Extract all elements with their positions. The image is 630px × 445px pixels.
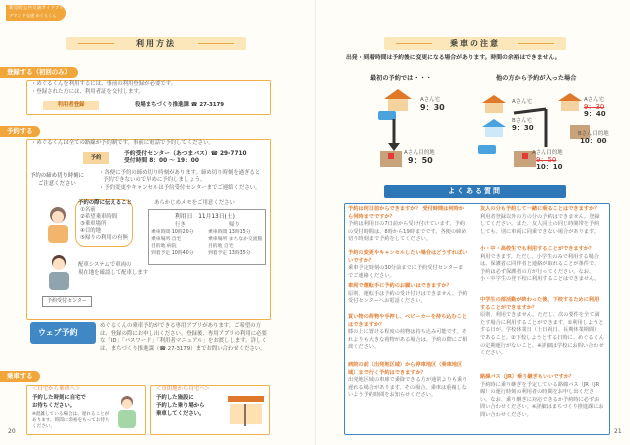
- faq-question: 予約は何日前からできますか？ 受付時間は何時から何時までですか？: [348, 206, 464, 220]
- usage-title: 利用方法: [136, 39, 176, 48]
- ex1-who: Aさん宅: [420, 97, 440, 103]
- ride-home-title: ＜自宅から乗車へ＞: [32, 386, 81, 392]
- deadline-bullet-2: ・予約変更やキャンセルは予約受付センターまでご連絡ください。: [99, 185, 261, 191]
- booking-center: 予約受付センター（あつまバス）☎ 29-7710: [124, 151, 247, 157]
- faq-question: 路線バス（JR）乗り継ぎもいいですか？: [480, 374, 575, 380]
- ex2-time: 10：00: [580, 137, 607, 145]
- ride-home-note: ※混雑している場合は、遅れることがあります。時間に余裕をもってお待ちください。: [32, 412, 110, 429]
- booking-heading: 予約する: [0, 126, 40, 137]
- register-office-value: 役場まちづくり推進課 ☎ 27-3179: [135, 102, 225, 108]
- faq-answer: 予約時に乗り継ぎを予定している路線バス（JR（JR線）の運行時刻の利用者の時間をお申し出ください。なお、乗り継ぎに対応できるか予約時に必ずお問い合わせください。※詳細はまちづくり推進課にお問い合わせください。: [480, 381, 604, 418]
- ride-stop-1: 予約した施設に: [156, 395, 194, 401]
- tell-item: ④目的地: [80, 228, 102, 234]
- faq-question: 車両で運転手に予約のお願いはできますか？: [348, 283, 452, 289]
- faq-question: 買い物の荷物や手押し、ベビーカーを持ち込むことはできますか？: [348, 314, 468, 328]
- faq-answer: 膝の上に置ける程度の荷物は持ち込み可能です。それよりも大きな荷物がある場合は、予約の際にご相談ください。: [348, 329, 468, 351]
- ex2-who: Aさん目的地: [532, 150, 563, 156]
- waiting-person-illustration: [112, 394, 142, 432]
- faq-answer: 原則、利用できません。ただし、次の要件を全て満たす場合に利用することができます。①利用しようとする日が、学校休業日（土日祝日、長期休業期間）であること。②下校しようとする日時に、めぐるくんの定期運行がないこと。※詳細は学校にお問い合わせください。: [480, 312, 604, 357]
- faq-answer: 予約は利用日の7日前から受け付けています。予約の受付時間は、8時から19時までです。各便の締め切り時刻まで予約をしてください。: [348, 221, 467, 243]
- house-a3-icon: [558, 93, 582, 111]
- memo-cell: 目的地 自宅: [208, 244, 234, 249]
- tell-item: ②希望乗車時間: [80, 214, 118, 220]
- ex2-time: 9：40: [584, 110, 606, 118]
- ex2-time: 10：10: [536, 163, 563, 171]
- caller-illustration: [42, 205, 74, 245]
- ex2-who: Bさん目的地: [578, 131, 609, 137]
- memo-cell: 乗車時間 13時15分: [208, 230, 251, 235]
- ex1-time: 9：50: [408, 156, 433, 165]
- faq-left-1: [348, 206, 468, 244]
- house-b-icon: [482, 119, 506, 137]
- caution-title: 乗車の注意: [450, 39, 500, 48]
- register-line-1: ・めぐるくんを利用するには、事前の利用登録が必要です。: [31, 81, 177, 87]
- example2-title: 他の方から予約が入った場合: [496, 75, 577, 82]
- web-booking-text: めぐるくんの乗車予約ができる専用アプリがあります。ご希望の方は、登録の際にお申し出ください。登録後、専用アプリの利用に必要な「ID」「パスワード」「利用者マニュアル」をお渡しします。詳しくは、まちづくり推進課（☎ 27-3179）までお問い合わせください。: [100, 323, 267, 352]
- booking-hours: 受付時間 8：00 ～ 19：00: [124, 158, 199, 164]
- deadline-bullet-1b: 予約できないので早めに予約しましょう。: [103, 177, 206, 183]
- house-a2-icon: [482, 95, 506, 113]
- ride-home-1: 予約した時刻に自宅で: [32, 395, 86, 401]
- faq-question: 予約の変更やキャンセルしたい場合はどうすればいいですか？: [348, 250, 468, 264]
- memo-cell: 到着予定 13時35分: [208, 251, 251, 256]
- deadline-bullet-1: ・各便に予約の締め切り時刻があります。締め切り時刻を過ぎると: [99, 170, 261, 176]
- bus2-icon: [478, 145, 496, 154]
- register-line-2: ・登録された方には、利用者証を交付します。: [31, 89, 144, 95]
- ex2-strike: 9：50: [536, 156, 557, 164]
- booking-line-1: ・めぐるくんは全ての路線が予約制です。事前に電話で予約してください。: [31, 140, 214, 146]
- caution-lead: 出発・到着時間は予約後に変更になる場合があります。時間の余裕はできません。: [346, 55, 561, 61]
- faq-right-3: [480, 297, 604, 358]
- dispatch-line-1: 配車システムで車両の: [78, 262, 132, 268]
- faq-right-1: [480, 206, 604, 236]
- ride-home-2: お待ちください。: [32, 403, 76, 409]
- ride-heading: 乗車する: [0, 371, 40, 382]
- deadline-note-2: ご注意ください: [38, 181, 76, 187]
- hospital-icon: [380, 151, 402, 167]
- header-sub: デマンド交通 めぐるくん: [9, 13, 57, 18]
- booking-tag: 予約: [83, 152, 109, 164]
- memo-cell: 乗車場所 まちなか交流館: [208, 237, 263, 242]
- faq-answer: 利用者登録以外の方の分の予約はできません。登録してください。また、友人同士の同じ時間帯を予約しても、別に車両に同乗できない場合があります。: [480, 213, 600, 235]
- faq-answer: 出発地区域の車庫で乗降できる方が通常よりも乗り遅れる場合があります。その場合、乗車は重複しないよう予約時間をお知らせください。: [348, 377, 468, 399]
- faq-right-2: [480, 246, 604, 284]
- deadline-note-1: 予約の締め切り時刻に: [30, 173, 84, 179]
- faq-title: よくある質問: [384, 185, 566, 198]
- faq-question: 小・中・高校生でも利用することができますか？: [480, 246, 595, 252]
- example-diagram: [346, 85, 616, 175]
- web-booking-title: ウェブ予約: [38, 328, 78, 337]
- ex2-who: Bさん宅: [512, 118, 532, 124]
- tell-item: ⑤帰りの利用の有無: [80, 235, 128, 241]
- faq-left-3: [348, 283, 468, 306]
- staff-label: 予約受付センター: [42, 296, 92, 307]
- staff-illustration: [42, 253, 76, 293]
- ride-stop-2: 予約した乗り場から: [156, 403, 205, 409]
- right-page: [315, 0, 630, 445]
- ex2-strike: 9：30: [584, 103, 605, 111]
- memo-head: 利用日 11月13日(土): [175, 214, 235, 220]
- memo-hint: あらかじめメモをご用意ください: [154, 200, 235, 206]
- ex1-who: Aさん目的地: [404, 150, 435, 156]
- header-series: 新見町公共交通ガイドブック: [9, 6, 69, 11]
- faq-left-5: [348, 362, 468, 400]
- ex2-who: Aさん宅: [584, 97, 604, 103]
- faq-question: 中学生の部活動が終わった後、下校するために利用することができますか？: [480, 297, 600, 311]
- memo-cell: 乗車場所 自宅: [151, 237, 182, 242]
- register-office-label: 利用者登録: [43, 101, 99, 110]
- faq-left-2: [348, 250, 468, 280]
- faq-question: 友人の分も予約して一緒に乗ることはできますか？: [480, 206, 600, 212]
- faq-answer: 利用できます。ただし、小学生のみで利用する場合は、保護者に同伴者と連絡が取れることが条件で、予約は必ず保護者の方が行ってください。なお、小・中学生の登下校に利用することはできません。: [480, 253, 600, 283]
- route-line: [514, 109, 546, 113]
- ex2-who: Aさん宅: [512, 99, 532, 105]
- register-heading: 登録する（初回のみ）: [0, 67, 78, 78]
- memo-cell: 目的地 病院: [151, 244, 177, 249]
- faq-question: 病院の前（出発地区域）から停車地区（乗車地区域）まで行く予約はできますか？: [348, 362, 463, 376]
- example1-title: 最初の予約では・・・: [370, 75, 432, 82]
- dispatch-line-2: 現在地を確認して配車します: [78, 270, 149, 276]
- section-title-caution: [384, 37, 566, 50]
- memo-col: 行き: [175, 222, 186, 228]
- faq-left-4: [348, 314, 468, 352]
- memo-col: 帰り: [229, 222, 240, 228]
- right-page-number: 21: [614, 428, 622, 435]
- bus-icon: [378, 111, 396, 120]
- faq-right-4: [480, 374, 604, 420]
- house-a-icon: [384, 89, 412, 111]
- tell-item: ①名前: [80, 207, 96, 213]
- left-page-number: 20: [8, 428, 16, 435]
- tell-title: 予約の際に伝えること: [78, 200, 132, 206]
- ex1-time: 9：30: [420, 103, 445, 112]
- bus-stop-illustration: [226, 394, 266, 428]
- arrow-head: [388, 143, 400, 151]
- tell-item: ③乗車場所: [80, 221, 107, 227]
- faq-answer: 原則、運転手は予約の受け付けはできません。予約受付センターへお電話ください。: [348, 290, 468, 305]
- ride-stop-title: ＜市街地から自宅へ＞: [156, 386, 210, 392]
- memo-cell: 乗車時間 10時20分: [151, 230, 194, 235]
- ex2-time: 9：30: [512, 124, 534, 132]
- memo-cell: 到着予定 10時40分: [151, 251, 194, 256]
- faq-answer: 乗車予定時刻の30分前までに予約受付センターまでご連絡ください。: [348, 265, 464, 279]
- section-title-usage: [66, 37, 246, 50]
- ride-stop-3: 乗車してください。: [156, 411, 205, 417]
